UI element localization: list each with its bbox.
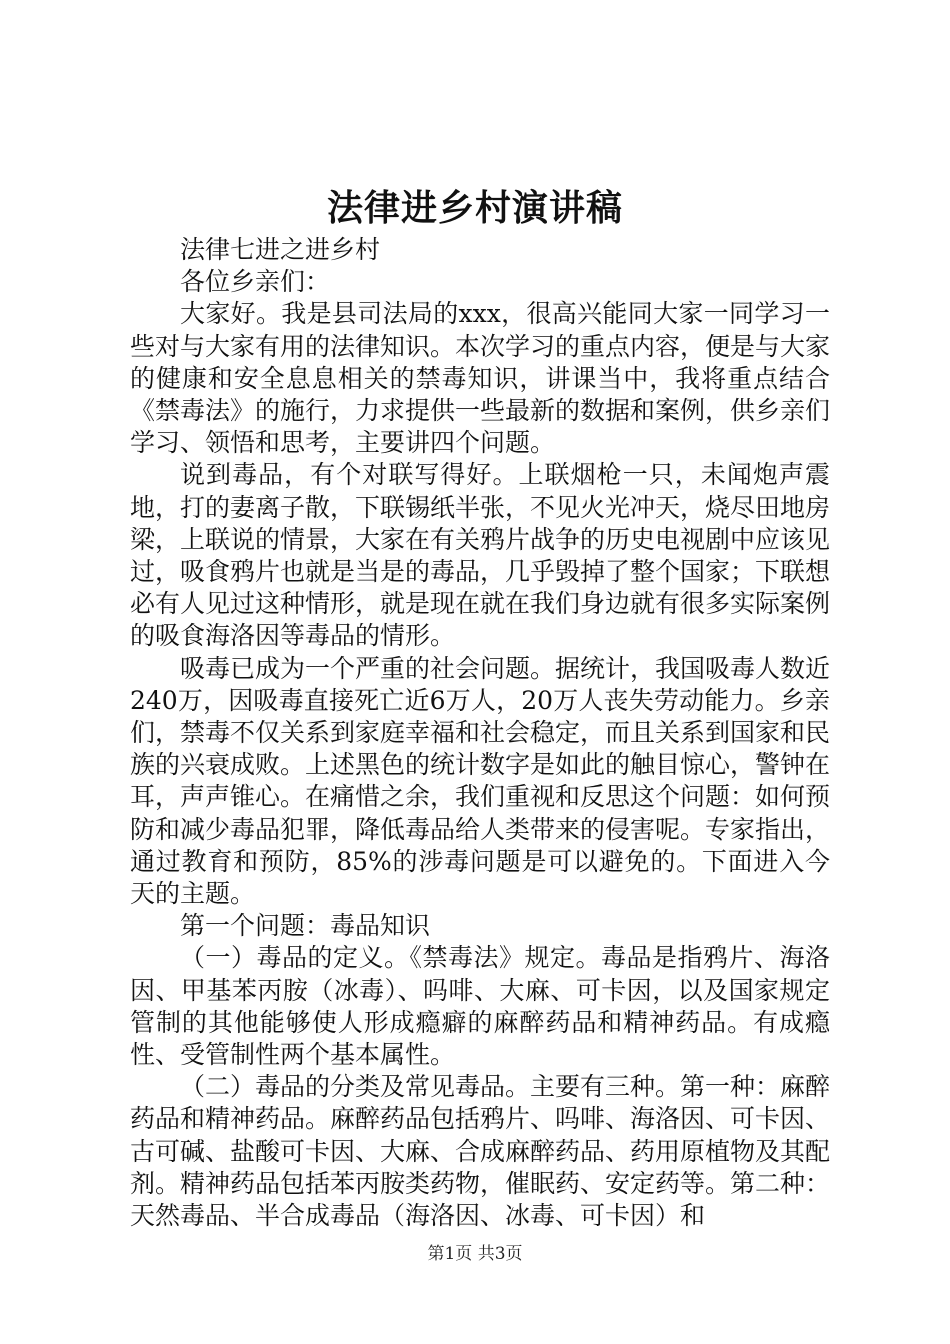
document-title: 法律进乡村演讲稿	[326, 187, 623, 229]
paragraph-intro: 大家好。我是县司法局的xxx，很高兴能同大家一同学习一些对与大家有用的法律知识。本次学习的重点内容，便是与大家的健康和安全息息相关的禁毒知识，讲课当中，我将重点结合《禁毒法》的施行，力求提供一些最新的数据和案例，供乡亲们学习、领悟和思考，主要讲四个问题。	[130, 299, 831, 458]
paragraph-subtitle: 法律七进之进乡村	[180, 235, 381, 264]
paragraph-statistics: 吸毒已成为一个严重的社会问题。据统计，我国吸毒人数近240万，因吸毒直接死亡近6万人，20万人丧失劳动能力。乡亲们，禁毒不仅关系到家庭幸福和社会稳定，而且关系到国家和民族的兴衰成败。上述黑色的统计数字是如此的触目惊心，警钟在耳，声声锥心。在痛惜之余，我们重视和反思这个问题：如何预防和减少毒品犯罪，降低毒品给人类带来的侵害呢。专家指出，通过教育和预防，85%的涉毒问题是可以避免的。下面进入今天的主题。	[130, 653, 831, 909]
paragraph-couplet: 说到毒品，有个对联写得好。上联烟枪一只，未闻炮声震地，打的妻离子散，下联锡纸半张，不见火光冲天，烧尽田地房梁，上联说的情景，大家在有关鸦片战争的历史电视剧中应该见过，吸食鸦片也就是当是的毒品，几乎毁掉了整个国家；下联想必有人见过这种情形，就是现在就在我们身边就有很多实际案例的吸食海洛因等毒品的情形。	[130, 460, 831, 651]
paragraph-definition: （一）毒品的定义。《禁毒法》规定。毒品是指鸦片、海洛因、甲基苯丙胺（冰毒）、吗啡、大麻、可卡因，以及国家规定管制的其他能够使人形成瘾癖的麻醉药品和精神药品。有成瘾性、受管制性两个基本属性。	[130, 943, 830, 1070]
paragraph-greeting: 各位乡亲们：	[180, 267, 331, 297]
page-footer: 第1页 共3页	[427, 1244, 523, 1264]
document-body	[130, 234, 830, 1232]
paragraph-classification: （二）毒品的分类及常见毒品。主要有三种。第一种：麻醉药品和精神药品。麻醉药品包括鸦片、吗啡、海洛因、可卡因、古可碱、盐酸可卡因、大麻、合成麻醉药品、药用原植物及其配剂。精神药品包括苯丙胺类药物，催眠药、安定药等。第二种：天然毒品、半合成毒品（海洛因、冰毒、可卡因）和	[130, 1072, 831, 1231]
paragraph-section-heading: 第一个问题：毒品知识	[180, 911, 431, 941]
